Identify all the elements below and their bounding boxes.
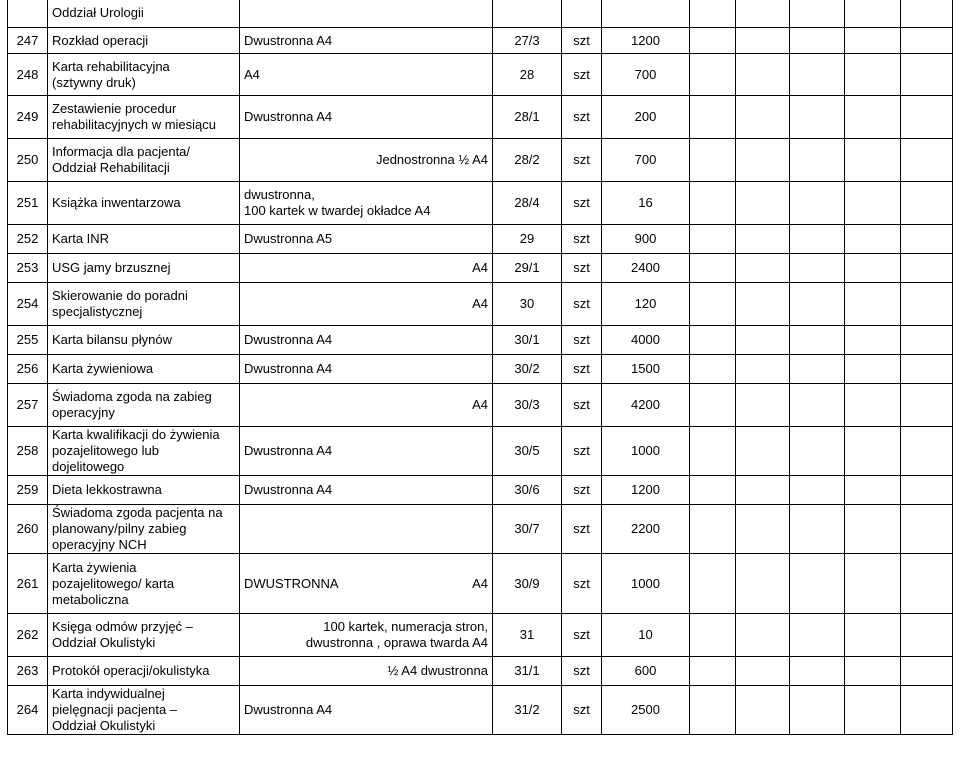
- table-row: [8, 28, 953, 54]
- row-number: 255: [8, 326, 48, 355]
- empty-cell: [901, 254, 953, 283]
- quantity: 1000: [602, 427, 690, 476]
- item-name: [48, 355, 240, 384]
- sheet-number: 31/2: [493, 686, 562, 735]
- unit: szt: [562, 326, 602, 355]
- empty-cell: [690, 384, 736, 427]
- item-format: [240, 54, 493, 96]
- item-format-line: Dwustronna A4: [244, 443, 333, 458]
- item-name-line: (sztywny druk): [52, 74, 136, 90]
- empty-cell: [690, 686, 736, 735]
- quantity: 4000: [602, 326, 690, 355]
- item-name-line: Karta kwalifikacji do żywienia: [52, 427, 220, 442]
- empty-cell: [736, 182, 790, 225]
- sheet-number: 28: [493, 54, 562, 96]
- table-row: [8, 225, 953, 254]
- empty-cell: [901, 182, 953, 225]
- sheet-number: 29/1: [493, 254, 562, 283]
- item-name: [48, 283, 240, 326]
- quantity: 700: [602, 139, 690, 182]
- item-format-line: A4: [472, 397, 488, 412]
- item-name-line: Karta INR: [52, 231, 110, 246]
- empty-cell: [690, 225, 736, 254]
- row-number: 257: [8, 384, 48, 427]
- empty-cell: [901, 686, 953, 735]
- empty-cell: [790, 355, 845, 384]
- item-name: [48, 505, 240, 554]
- item-name-line: operacyjny NCH: [52, 537, 147, 552]
- sheet-number: 30/7: [493, 505, 562, 554]
- unit: szt: [562, 554, 602, 614]
- item-format-line: Dwustronna A4: [244, 32, 333, 48]
- item-name-line: Informacja dla pacjenta/: [52, 144, 191, 159]
- empty-cell: [736, 427, 790, 476]
- item-name: [48, 54, 240, 96]
- empty-cell: [690, 614, 736, 657]
- empty-cell: [690, 254, 736, 283]
- order-table: [7, 0, 953, 735]
- row-number: 247: [8, 28, 48, 54]
- empty-cell: [690, 326, 736, 355]
- item-name-line: Świadoma zgoda pacjenta na: [52, 505, 223, 520]
- empty-cell: [845, 476, 901, 505]
- unit: szt: [562, 182, 602, 225]
- unit: szt: [562, 139, 602, 182]
- empty-cell: [736, 384, 790, 427]
- empty-cell: [901, 384, 953, 427]
- empty-cell: [901, 28, 953, 54]
- table-row: [8, 554, 953, 614]
- item-name: [48, 427, 240, 476]
- unit: szt: [562, 254, 602, 283]
- empty-cell: [736, 554, 790, 614]
- item-name-line: Zestawienie procedur: [52, 101, 177, 116]
- empty-cell: [736, 326, 790, 355]
- row-number: 262: [8, 614, 48, 657]
- table-row: [8, 505, 953, 554]
- empty-cell: [690, 554, 736, 614]
- item-name-line: operacyjny: [52, 405, 115, 420]
- table-row: [8, 182, 953, 225]
- unit: szt: [562, 96, 602, 139]
- item-format: [240, 254, 493, 283]
- sheet-number: 30/9: [493, 554, 562, 614]
- empty-cell: [845, 225, 901, 254]
- empty-cell: [845, 427, 901, 476]
- quantity: 120: [602, 283, 690, 326]
- empty-cell: [690, 476, 736, 505]
- item-format: [240, 326, 493, 355]
- unit: szt: [562, 686, 602, 735]
- sheet-number: 30/6: [493, 476, 562, 505]
- quantity: 1500: [602, 355, 690, 384]
- unit: szt: [562, 28, 602, 54]
- sheet-number: 30/1: [493, 326, 562, 355]
- item-name-line: Karta żywienia: [52, 559, 137, 575]
- item-name: [48, 686, 240, 735]
- item-name: [48, 96, 240, 139]
- empty-cell: [790, 614, 845, 657]
- quantity: 1200: [602, 28, 690, 54]
- item-name-line: Oddział Rehabilitacji: [52, 160, 170, 175]
- item-name-line: Rozkład operacji: [52, 32, 149, 48]
- item-name-line: Książka inwentarzowa: [52, 195, 181, 210]
- table-row: [8, 326, 953, 355]
- empty-cell: [901, 657, 953, 686]
- item-format-line: A4: [472, 260, 488, 275]
- item-format: [240, 139, 493, 182]
- sheet-number: 27/3: [493, 28, 562, 54]
- sheet-number: 30/5: [493, 427, 562, 476]
- item-format-line: Dwustronna A4: [244, 482, 333, 497]
- sheet-number: 31: [493, 614, 562, 657]
- empty-cell: [845, 505, 901, 554]
- item-format-line: ½ A4 dwustronna: [387, 663, 488, 678]
- table-row: [8, 686, 953, 735]
- empty-cell: [736, 614, 790, 657]
- item-format-line: A4: [472, 296, 488, 311]
- row-number: 249: [8, 96, 48, 139]
- item-name-line: Karta rehabilitacyjna: [52, 58, 170, 74]
- item-name: [48, 225, 240, 254]
- item-format: [240, 614, 493, 657]
- row-number: 264: [8, 686, 48, 735]
- empty-cell: [736, 96, 790, 139]
- unit: szt: [562, 476, 602, 505]
- table-row: [8, 139, 953, 182]
- item-format-line: Dwustronna A4: [244, 702, 333, 717]
- sheet-number: 28/4: [493, 182, 562, 225]
- empty-cell: [845, 283, 901, 326]
- table-row: [8, 427, 953, 476]
- item-name: [48, 28, 240, 54]
- item-name-line: Karta żywieniowa: [52, 361, 154, 376]
- row-number: 256: [8, 355, 48, 384]
- empty-cell: [690, 96, 736, 139]
- item-name-line: Oddział Okulistyki: [52, 635, 156, 650]
- item-format: [240, 384, 493, 427]
- unit: szt: [562, 384, 602, 427]
- unit: szt: [562, 355, 602, 384]
- item-name: [48, 554, 240, 614]
- sheet-number: 30: [493, 283, 562, 326]
- empty-cell: [790, 476, 845, 505]
- row-number: 259: [8, 476, 48, 505]
- sheet-number: 30/3: [493, 384, 562, 427]
- item-format-line: A4: [244, 66, 260, 82]
- empty-cell: [901, 427, 953, 476]
- item-format-line: Dwustronna A5: [244, 231, 333, 246]
- item-format-line: Dwustronna A4: [244, 332, 333, 347]
- empty-cell: [736, 254, 790, 283]
- sheet-number: 30/2: [493, 355, 562, 384]
- empty-cell: [845, 254, 901, 283]
- empty-cell: [790, 182, 845, 225]
- empty-cell: [845, 384, 901, 427]
- empty-cell: [845, 686, 901, 735]
- empty-cell: [690, 139, 736, 182]
- empty-cell: [690, 182, 736, 225]
- table-row: [8, 254, 953, 283]
- table-row: [8, 54, 953, 96]
- item-name: [48, 182, 240, 225]
- empty-cell: [845, 355, 901, 384]
- item-format-line: Jednostronna ½ A4: [375, 152, 488, 167]
- quantity: 1000: [602, 554, 690, 614]
- item-format-line: dwustronna,: [244, 187, 315, 202]
- sheet-number: 29: [493, 225, 562, 254]
- empty-cell: [690, 283, 736, 326]
- empty-cell: [845, 657, 901, 686]
- empty-cell: [790, 427, 845, 476]
- unit: szt: [562, 54, 602, 96]
- empty-cell: [901, 505, 953, 554]
- unit: szt: [562, 614, 602, 657]
- unit: szt: [562, 427, 602, 476]
- quantity: 600: [602, 657, 690, 686]
- item-name-line: rehabilitacyjnych w miesiącu: [52, 117, 217, 132]
- empty-cell: [690, 28, 736, 54]
- table-row: [8, 96, 953, 139]
- empty-cell: [790, 139, 845, 182]
- item-name-line: Skierowanie do poradni: [52, 288, 188, 303]
- item-format: [240, 283, 493, 326]
- empty-cell: [736, 139, 790, 182]
- empty-cell: [845, 139, 901, 182]
- empty-cell: [790, 384, 845, 427]
- item-name-line: Księga odmów przyjęć –: [52, 619, 193, 634]
- empty-cell: [901, 139, 953, 182]
- row-number: 252: [8, 225, 48, 254]
- table-row: [8, 476, 953, 505]
- row-number: 251: [8, 182, 48, 225]
- empty-cell: [790, 686, 845, 735]
- item-format: [240, 686, 493, 735]
- quantity: 1200: [602, 476, 690, 505]
- row-number: 250: [8, 139, 48, 182]
- empty-cell: [690, 427, 736, 476]
- empty-cell: [690, 54, 736, 96]
- item-format: [240, 355, 493, 384]
- empty-cell: [901, 355, 953, 384]
- unit: szt: [562, 225, 602, 254]
- empty-cell: [845, 554, 901, 614]
- item-name-line: USG jamy brzusznej: [52, 260, 171, 275]
- empty-cell: [845, 182, 901, 225]
- row-number: 258: [8, 427, 48, 476]
- row-number: 263: [8, 657, 48, 686]
- empty-cell: [901, 554, 953, 614]
- empty-cell: [736, 355, 790, 384]
- item-name-line: pielęgnacji pacjenta –: [52, 702, 178, 717]
- sheet-number: 31/1: [493, 657, 562, 686]
- quantity: 2400: [602, 254, 690, 283]
- empty-cell: [901, 283, 953, 326]
- row-number: 261: [8, 554, 48, 614]
- item-name: [48, 657, 240, 686]
- item-name-line: Dieta lekkostrawna: [52, 482, 162, 497]
- empty-cell: [690, 355, 736, 384]
- empty-cell: [845, 614, 901, 657]
- item-format-line: 100 kartek w twardej okładce A4: [244, 203, 431, 218]
- item-format-line: Dwustronna A4: [244, 109, 333, 124]
- item-name-line: dojelitowego: [52, 459, 125, 474]
- empty-cell: [736, 657, 790, 686]
- item-format: [240, 225, 493, 254]
- row-number: 260: [8, 505, 48, 554]
- item-format: [240, 554, 493, 614]
- empty-cell: [901, 96, 953, 139]
- item-format-line: dwustronna , oprawa twarda A4: [305, 635, 488, 650]
- table-row: [8, 657, 953, 686]
- empty-cell: [736, 54, 790, 96]
- item-name: [48, 139, 240, 182]
- item-format-line: 100 kartek, numeracja stron,: [323, 619, 488, 634]
- table-row: [8, 283, 953, 326]
- item-format: [240, 657, 493, 686]
- empty-cell: [790, 326, 845, 355]
- quantity: 2500: [602, 686, 690, 735]
- empty-cell: [736, 476, 790, 505]
- empty-cell: [901, 614, 953, 657]
- empty-cell: [736, 505, 790, 554]
- sheet-number: 28/1: [493, 96, 562, 139]
- quantity: 4200: [602, 384, 690, 427]
- item-format: [240, 28, 493, 54]
- empty-cell: [901, 225, 953, 254]
- item-format-part: DWUSTRONNA: [244, 575, 339, 591]
- empty-cell: [690, 657, 736, 686]
- empty-cell: [790, 505, 845, 554]
- table-row: [8, 384, 953, 427]
- empty-cell: [736, 686, 790, 735]
- row-number: 254: [8, 283, 48, 326]
- empty-cell: [690, 505, 736, 554]
- empty-cell: [790, 254, 845, 283]
- item-format: [240, 96, 493, 139]
- table-row: [8, 355, 953, 384]
- empty-cell: [736, 283, 790, 326]
- quantity: 700: [602, 54, 690, 96]
- empty-cell: [845, 54, 901, 96]
- row-number: 253: [8, 254, 48, 283]
- sheet-number: 28/2: [493, 139, 562, 182]
- section-name: Oddział Urologii: [48, 0, 240, 28]
- item-name-line: planowany/pilny zabieg: [52, 521, 187, 536]
- item-name-line: pozajelitowego lub: [52, 443, 159, 458]
- item-format: [240, 427, 493, 476]
- item-format: [240, 505, 493, 554]
- item-name-line: Protokół operacji/okulistyka: [52, 663, 210, 678]
- row-number: 248: [8, 54, 48, 96]
- unit: szt: [562, 505, 602, 554]
- item-name: [48, 614, 240, 657]
- item-name-line: Świadoma zgoda na zabieg: [52, 389, 212, 404]
- empty-cell: [901, 476, 953, 505]
- item-name-line: metaboliczna: [52, 591, 129, 607]
- item-format: [240, 182, 493, 225]
- item-format-line: Dwustronna A4: [244, 361, 333, 376]
- unit: szt: [562, 657, 602, 686]
- item-format: [240, 476, 493, 505]
- item-format-part: A4: [472, 575, 488, 591]
- quantity: 16: [602, 182, 690, 225]
- empty-cell: [790, 96, 845, 139]
- empty-cell: [845, 28, 901, 54]
- empty-cell: [790, 554, 845, 614]
- quantity: 900: [602, 225, 690, 254]
- empty-cell: [790, 28, 845, 54]
- item-name-line: specjalistycznej: [52, 304, 143, 319]
- section-header-row: [8, 0, 953, 28]
- quantity: 2200: [602, 505, 690, 554]
- item-name: [48, 326, 240, 355]
- empty-cell: [790, 225, 845, 254]
- item-name-line: Oddział Okulistyki: [52, 718, 156, 733]
- item-name: [48, 476, 240, 505]
- quantity: 200: [602, 96, 690, 139]
- empty-cell: [901, 326, 953, 355]
- empty-cell: [736, 28, 790, 54]
- empty-cell: [790, 657, 845, 686]
- empty-cell: [790, 54, 845, 96]
- empty-cell: [845, 326, 901, 355]
- item-name-line: Karta indywidualnej: [52, 686, 165, 701]
- item-name-line: pozajelitowego/ karta: [52, 575, 175, 591]
- item-name-line: Karta bilansu płynów: [52, 332, 172, 347]
- empty-cell: [901, 54, 953, 96]
- empty-cell: [845, 96, 901, 139]
- item-name: [48, 384, 240, 427]
- empty-cell: [736, 225, 790, 254]
- empty-cell: [790, 283, 845, 326]
- table-row: [8, 614, 953, 657]
- item-name: [48, 254, 240, 283]
- quantity: 10: [602, 614, 690, 657]
- unit: szt: [562, 283, 602, 326]
